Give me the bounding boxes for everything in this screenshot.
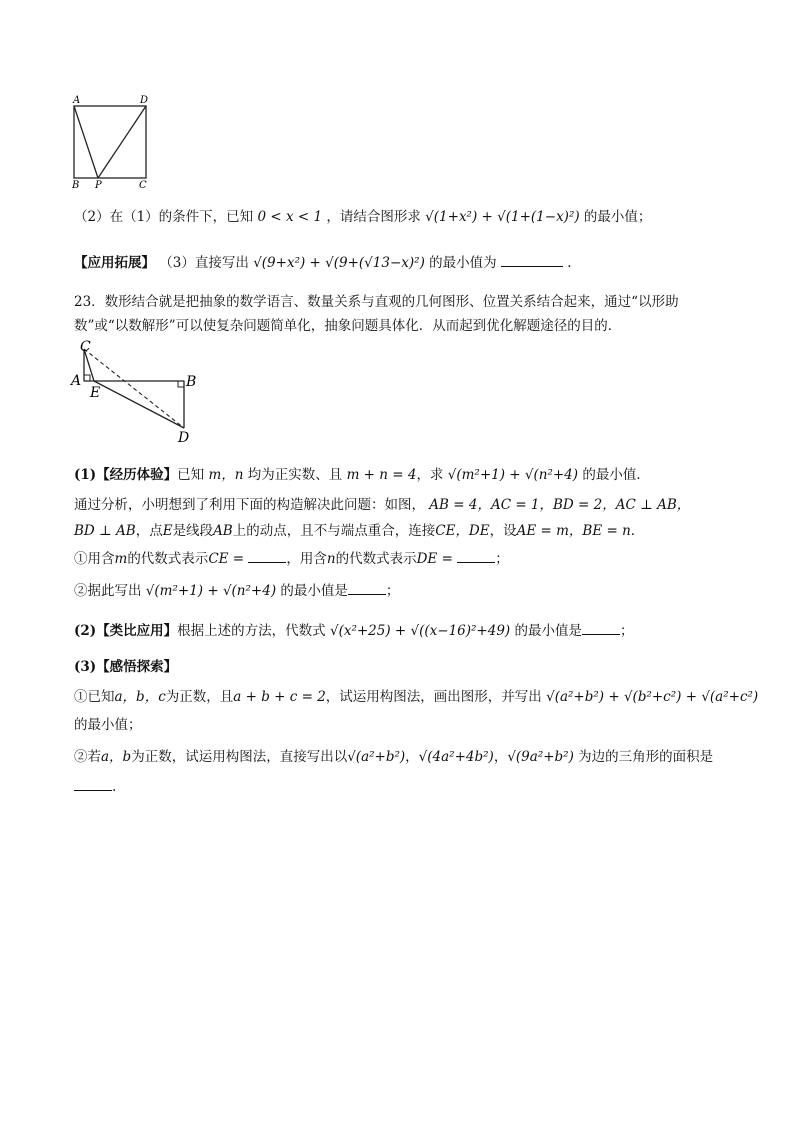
q23-analysis-line1: 通过分析，小明想到了利用下面的构造解决此问题：如图， AB = 4，AC = 1，BD = 2，AC ⊥ AB， bbox=[74, 497, 691, 513]
square-figure bbox=[66, 92, 158, 190]
q23-part2: (2)【类比应用】根据上述的方法，代数式 √(x²+25) + √((x−16)²+49) 的最小值是 ； bbox=[74, 620, 634, 642]
p2-answer-blank[interactable] bbox=[582, 620, 620, 635]
answer-blank[interactable] bbox=[501, 252, 563, 267]
q23-intro-line2: 数”或“以数解形”可以使复杂问题简单化，抽象问题具体化．从而起到优化解题途径的目的． bbox=[74, 318, 622, 334]
construction-figure bbox=[66, 338, 206, 448]
de-answer-blank[interactable] bbox=[457, 548, 495, 563]
q23-part1: (1)【经历体验】已知 m，n 均为正实数、且 m + n = 4，求 √(m²+1) + √(n²+4) 的最小值． bbox=[74, 467, 650, 483]
q23-part3-sub1: ①已知a，b，c为正数，且a + b + c = 2，试运用构图法，画出图形，并写出 √(a²+b²) + √(b²+c²) + √(a²+c²) bbox=[74, 689, 759, 705]
fig2-label-D: D bbox=[178, 430, 190, 446]
q23-part3-tag: (3)【感悟探索】 bbox=[74, 659, 178, 675]
area-answer-blank[interactable] bbox=[74, 776, 112, 791]
label-P: P bbox=[95, 180, 102, 190]
label-C: C bbox=[139, 180, 147, 190]
label-B: B bbox=[72, 180, 80, 190]
q23-part3-sub2-end: . bbox=[74, 776, 116, 798]
q23-sub1: ①用含m的代数式表示CE = ，用含n的代数式表示DE = ； bbox=[74, 548, 509, 570]
q23-part3-sub1-end: 的最小值； bbox=[74, 717, 142, 733]
q23-intro-line1: 23．数形结合就是把抽象的数学语言、数量关系与直观的几何图形、位置关系结合起来，通过“以形助 bbox=[74, 294, 679, 310]
q23-sub2: ②据此写出 √(m²+1) + √(n²+4) 的最小值是 ； bbox=[74, 580, 399, 602]
ce-answer-blank[interactable] bbox=[248, 548, 286, 563]
fig2-label-E: E bbox=[90, 385, 101, 401]
min-answer-blank[interactable] bbox=[348, 580, 386, 595]
q23-analysis-line2: BD ⊥ AB，点E是线段AB上的动点，且不与端点重合，连接CE，DE，设AE = m，BE = n． bbox=[74, 523, 645, 539]
fig2-label-C: C bbox=[80, 339, 91, 355]
fig2-label-B: B bbox=[186, 374, 197, 390]
q22-part3: 【应用拓展】 （3）直接写出 √(9+x²) + √(9+(√13−x)²) 的最小值为 . bbox=[74, 252, 572, 274]
q23-part3-sub2: ②若a，b为正数，试运用构图法，直接写出以√(a²+b²)，√(4a²+4b²)，√(9a²+b²) 为边的三角形的面积是 bbox=[74, 749, 714, 765]
q22-part2: （2）在（1）的条件下，已知 0 < x < 1 ，请结合图形求 √(1+x²) + √(1+(1−x)²) 的最小值； bbox=[74, 209, 652, 225]
label-A: A bbox=[73, 95, 81, 106]
fig2-label-A: A bbox=[71, 373, 82, 389]
label-D: D bbox=[140, 95, 149, 106]
